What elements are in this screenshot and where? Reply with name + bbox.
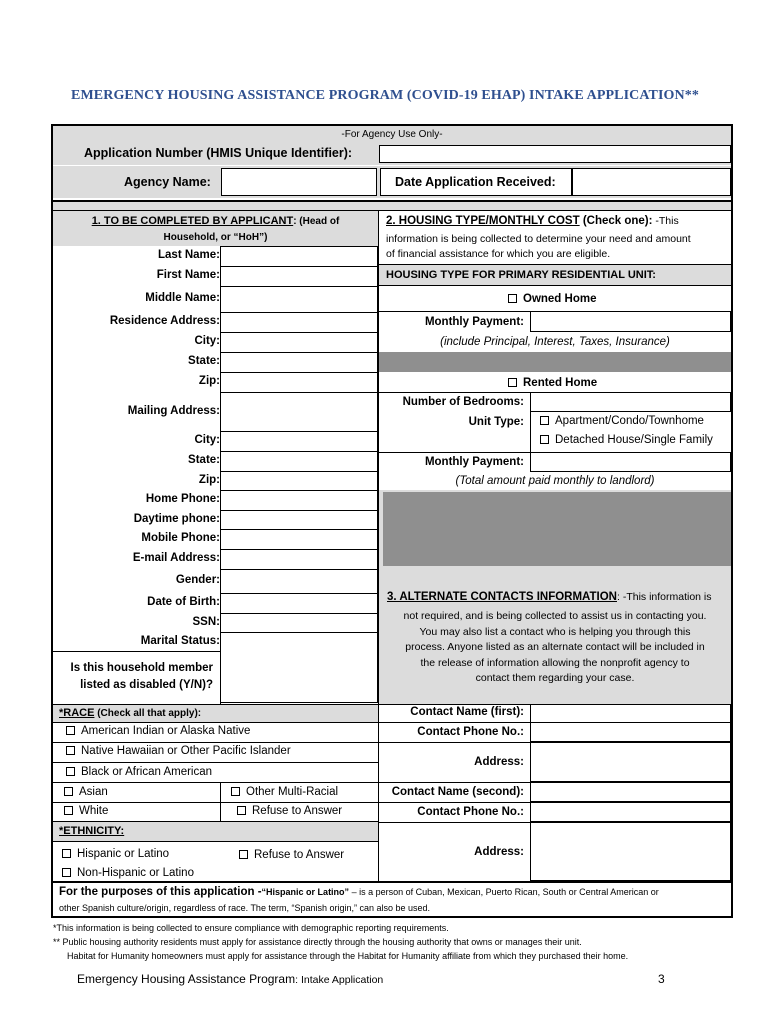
race-option-multi-racial[interactable] <box>231 786 338 798</box>
disabled-question-line2: listed as disabled (Y/N)? <box>80 679 213 691</box>
s3-description <box>379 609 731 687</box>
definition-term: “Hispanic or Latino” <box>261 887 350 897</box>
s1-field-input[interactable] <box>220 510 378 530</box>
divider <box>53 762 378 763</box>
checkbox-icon <box>62 849 71 858</box>
s1-field-input[interactable] <box>220 286 378 313</box>
agency-name-field[interactable] <box>221 168 377 196</box>
contact-phone2-field[interactable] <box>530 802 731 822</box>
s1-field-input[interactable] <box>220 312 378 333</box>
shaded-block <box>379 352 731 372</box>
rent-payment-field[interactable] <box>530 452 731 472</box>
s1-field-input[interactable] <box>220 332 378 353</box>
disabled-field[interactable] <box>220 651 378 703</box>
checkbox-icon <box>237 806 246 815</box>
disabled-question-line1: Is this household member <box>70 662 213 674</box>
divider <box>53 881 731 883</box>
unit-type-label: Unit Type: <box>468 416 524 428</box>
contact-first-field[interactable] <box>530 704 731 723</box>
primary-type-bar <box>379 265 731 285</box>
race-option-american-indian[interactable] <box>66 725 250 737</box>
divider <box>53 782 378 783</box>
s1-field-input[interactable] <box>220 431 378 452</box>
ethnicity-heading-title: *ETHNICITY: <box>59 825 125 837</box>
footnote-3: Habitat for Humanity homeowners must apply for assistance through the Habitat for Humanity affiliate from which they purchased their home. <box>67 951 629 961</box>
contact-phone2-label: Contact Phone No.: <box>417 806 524 818</box>
race-label: White <box>79 805 109 817</box>
s1-heading-line2: Household, or “HoH”) <box>163 232 268 243</box>
race-heading-rest: (Check all that apply): <box>94 708 202 719</box>
s1-heading-rest: : (Head of <box>293 216 340 227</box>
s1-heading-title: 1. TO BE COMPLETED BY APPLICANT <box>91 215 294 227</box>
s1-field-label: Middle Name: <box>145 292 220 304</box>
page-number: 3 <box>658 972 665 986</box>
s1-field-input[interactable] <box>220 632 378 652</box>
s1-field-label: First Name: <box>156 269 220 281</box>
contact-address1-label: Address: <box>474 756 524 768</box>
divider <box>379 722 531 723</box>
contact-second-field[interactable] <box>530 782 731 802</box>
s1-field-label: City: <box>194 335 220 347</box>
contact-second-label: Contact Name (second): <box>391 786 524 798</box>
divider <box>53 742 378 743</box>
contact-first-label: Contact Name (first): <box>410 706 524 718</box>
unit-type-label: Apartment/Condo/Townhome <box>555 415 704 427</box>
s1-field-input[interactable] <box>220 246 378 267</box>
definition-text: – is a person of Cuban, Mexican, Puerto Rican, South or Central American or <box>349 887 659 897</box>
s3-heading-title: 3. ALTERNATE CONTACTS INFORMATION <box>387 591 617 603</box>
shaded-block <box>383 492 731 566</box>
s1-field-label: Last Name: <box>158 249 220 261</box>
divider <box>379 802 531 803</box>
checkbox-icon <box>540 435 549 444</box>
s2-heading-tail: -This <box>652 215 679 227</box>
race-option-refuse[interactable] <box>237 805 342 817</box>
date-received-label: Date Application Received: <box>395 175 556 189</box>
s1-field-label: Daytime phone: <box>133 513 220 525</box>
s3-heading <box>387 591 712 603</box>
s1-field-label: E-mail Address: <box>132 552 220 564</box>
s1-field-input[interactable] <box>220 372 378 393</box>
unit-type-apartment[interactable] <box>540 415 704 427</box>
s1-field-input[interactable] <box>220 471 378 491</box>
race-label: American Indian or Alaska Native <box>81 725 251 737</box>
s1-field-input[interactable] <box>220 549 378 570</box>
contact-address1-field[interactable] <box>530 742 731 782</box>
spacer-bar <box>53 202 731 210</box>
divider <box>379 742 531 743</box>
app-number-label: Application Number (HMIS Unique Identifier): <box>84 146 353 160</box>
s3-desc-line: process. Anyone listed as an alternate contact will be included in <box>405 641 705 653</box>
contact-address2-field[interactable] <box>530 822 731 881</box>
divider <box>53 841 378 842</box>
race-label: Black or African American <box>81 766 213 778</box>
s3-desc-line: You may also list a contact who is helping you through this <box>419 625 691 638</box>
contact-address2-label: Address: <box>474 846 524 858</box>
race-heading <box>59 707 201 719</box>
race-option-asian[interactable] <box>64 786 108 798</box>
s2-heading <box>386 215 679 227</box>
app-number-field[interactable] <box>379 145 731 163</box>
checkbox-icon <box>62 868 71 877</box>
hispanic-definition <box>59 886 659 898</box>
checkbox-icon <box>66 726 75 735</box>
ethnicity-label: Non-Hispanic or Latino <box>77 867 194 879</box>
date-received-field[interactable] <box>572 168 731 196</box>
ethnicity-option-refuse[interactable] <box>239 849 344 861</box>
s1-field-input[interactable] <box>220 352 378 373</box>
footer-title <box>77 972 383 986</box>
ethnicity-option-non-hispanic[interactable] <box>62 867 194 879</box>
checkbox-icon <box>64 806 73 815</box>
s1-field-label: Mobile Phone: <box>141 532 220 544</box>
ethnicity-label: Refuse to Answer <box>254 849 345 861</box>
checkbox-icon <box>540 416 549 425</box>
s3-desc-line: not required, and is being collected to assist us in contacting you. <box>403 610 707 622</box>
s1-field-label: Home Phone: <box>145 493 220 505</box>
s1-field-label: Zip: <box>198 474 220 486</box>
s3-desc-line: contact them regarding your case. <box>475 672 635 684</box>
form-title: EMERGENCY HOUSING ASSISTANCE PROGRAM (COVID-19 EHAP) INTAKE APPLICATION** <box>71 88 699 103</box>
divider <box>530 412 531 452</box>
s1-heading <box>53 215 378 227</box>
footer-program: Emergency Housing Assistance Program <box>77 972 296 986</box>
footnote-2: ** Public housing authority residents must apply for assistance directly through the housing authority that owns or manages their unit. <box>53 937 582 947</box>
checkbox-icon <box>66 767 75 776</box>
s1-field-input[interactable] <box>220 490 378 511</box>
divider <box>379 782 531 783</box>
ethnicity-label: Hispanic or Latino <box>77 848 170 860</box>
s1-field-input[interactable] <box>220 392 378 432</box>
checkbox-icon <box>64 787 73 796</box>
ethnicity-header <box>53 822 378 841</box>
checkbox-icon <box>231 787 240 796</box>
race-label: Other Multi-Racial <box>246 786 339 798</box>
s1-field-label: State: <box>188 454 220 466</box>
race-label: Refuse to Answer <box>252 805 343 817</box>
rent-payment-label: Monthly Payment: <box>424 456 524 468</box>
s1-field-label: Zip: <box>198 375 220 387</box>
owned-payment-field[interactable] <box>530 311 731 332</box>
agency-name-label: Agency Name: <box>124 175 211 189</box>
rent-payment-note: (Total amount paid monthly to landlord) <box>455 475 655 487</box>
race-option-black[interactable] <box>66 766 212 778</box>
checkbox-icon <box>508 378 517 387</box>
checkbox-icon <box>508 294 517 303</box>
s1-field-input[interactable] <box>220 451 378 472</box>
divider <box>53 722 378 723</box>
bedrooms-field[interactable] <box>530 392 731 412</box>
s1-field-label: Gender: <box>175 574 220 586</box>
label-divider <box>220 246 221 704</box>
s2-heading-rest: (Check one): <box>579 215 653 227</box>
owned-payment-label: Monthly Payment: <box>424 316 524 328</box>
primary-type-label: HOUSING TYPE FOR PRIMARY RESIDENTIAL UNIT: <box>386 269 656 281</box>
contact-phone1-label: Contact Phone No.: <box>417 726 524 738</box>
ethnicity-option-hispanic[interactable] <box>62 848 169 860</box>
checkbox-icon <box>66 746 75 755</box>
s1-field-label: Mailing Address: <box>127 405 220 417</box>
contact-phone1-field[interactable] <box>530 722 731 742</box>
unit-type-label: Detached House/Single Family <box>555 434 713 446</box>
race-label: Asian <box>79 786 108 798</box>
race-label: Native Hawaiian or Other Pacific Islander <box>81 745 291 757</box>
s1-field-label: Date of Birth: <box>147 596 220 608</box>
agency-use-bar <box>53 126 731 143</box>
divider <box>379 822 531 823</box>
footer-subtitle: : Intake Application <box>295 974 384 986</box>
race-option-white[interactable] <box>64 805 108 817</box>
s1-field-input[interactable] <box>220 569 378 594</box>
s3-heading-rest: : -This information is <box>616 591 712 603</box>
s1-field-label: State: <box>188 355 220 367</box>
s1-field-label: Marital Status: <box>140 635 220 647</box>
s1-field-label: City: <box>194 434 220 446</box>
rented-home-label: Rented Home <box>523 377 598 389</box>
divider <box>379 285 731 286</box>
hispanic-definition-line2: other Spanish culture/origin, regardless of race. The term, “Spanish origin,” can also be used. <box>59 903 431 913</box>
checkbox-icon <box>239 850 248 859</box>
rented-home-option[interactable] <box>508 377 597 389</box>
divider <box>53 802 378 803</box>
ethnicity-heading <box>59 825 124 837</box>
s1-field-label: SSN: <box>192 616 220 628</box>
s2-desc-line3: of financial assistance for which you are eligible. <box>386 248 611 260</box>
race-heading-title: *RACE <box>59 707 95 719</box>
s2-desc-line2: information is being collected to determine your need and amount <box>386 233 691 245</box>
disabled-question <box>53 660 213 694</box>
race-option-native-hawaiian[interactable] <box>66 745 291 757</box>
s1-field-input[interactable] <box>220 613 378 633</box>
unit-type-detached[interactable] <box>540 434 713 446</box>
bedrooms-label: Number of Bedrooms: <box>402 396 524 408</box>
race-header <box>53 705 378 722</box>
s2-heading-title: 2. HOUSING TYPE/MONTHLY COST <box>386 215 580 227</box>
s1-field-input[interactable] <box>220 529 378 550</box>
s1-field-input[interactable] <box>220 266 378 287</box>
s1-field-label: Residence Address: <box>109 315 220 327</box>
owned-payment-note: (include Principal, Interest, Taxes, Insurance) <box>440 336 670 348</box>
owned-home-option[interactable] <box>508 293 596 305</box>
footnote-1: *This information is being collected to ensure compliance with demographic reporting requirements. <box>53 923 449 933</box>
agency-use-label: -For Agency Use Only- <box>341 129 443 140</box>
owned-home-label: Owned Home <box>523 293 597 305</box>
definition-lead: For the purposes of this application - <box>59 886 262 898</box>
s1-field-input[interactable] <box>220 593 378 614</box>
s3-desc-line: the release of information allowing the nonprofit agency to <box>420 656 690 669</box>
